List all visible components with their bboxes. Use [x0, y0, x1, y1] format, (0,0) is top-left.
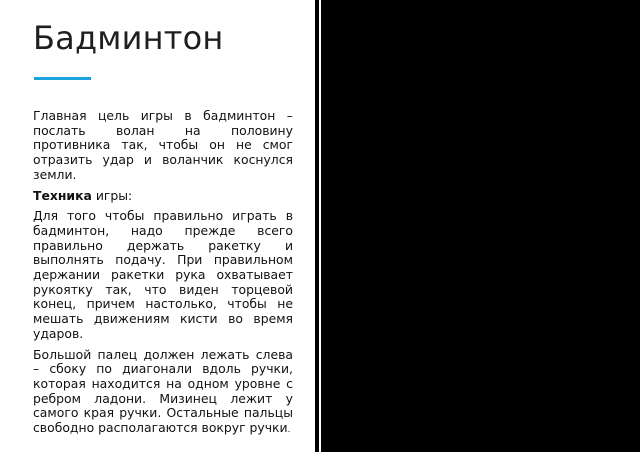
- slide-panel: [0, 0, 315, 452]
- slide-body: [33, 109, 293, 444]
- paragraph-technique-heading: [33, 189, 293, 204]
- technique-rest-label: игры:: [91, 187, 133, 203]
- paragraph-goal: Главная цель игры в бадминтон – послать волан на половину противника так, чтобы он не смог отразить удар и воланчик коснулся земли.: [33, 108, 293, 182]
- thumb-position-end: .: [287, 425, 291, 436]
- paragraph-racket-grip: Для того чтобы правильно играть в бадминтон, надо прежде всего правильно держать ракетку и выполнять подачу. При правильном держании ракетки рука охватывает рукоятку так, что виден торцевой конец, причем настолько, чтобы не мешать движениям кисти во время ударов.: [33, 208, 293, 341]
- title-accent-bar: [34, 77, 91, 80]
- technique-bold-label: Техника: [33, 187, 92, 203]
- slide-title: Бадминтон: [33, 19, 224, 57]
- paragraph-thumb-position: [33, 348, 293, 438]
- thumb-position-text: Большой палец должен лежать слева – сбоку по диагонали вдоль ручки, которая находится на одном уровне с ребром ладони. Мизинец лежит у самого края ручки. Остальные пальцы свободно располагаются вокруг ручки: [33, 346, 293, 436]
- right-black-panel: [321, 0, 640, 452]
